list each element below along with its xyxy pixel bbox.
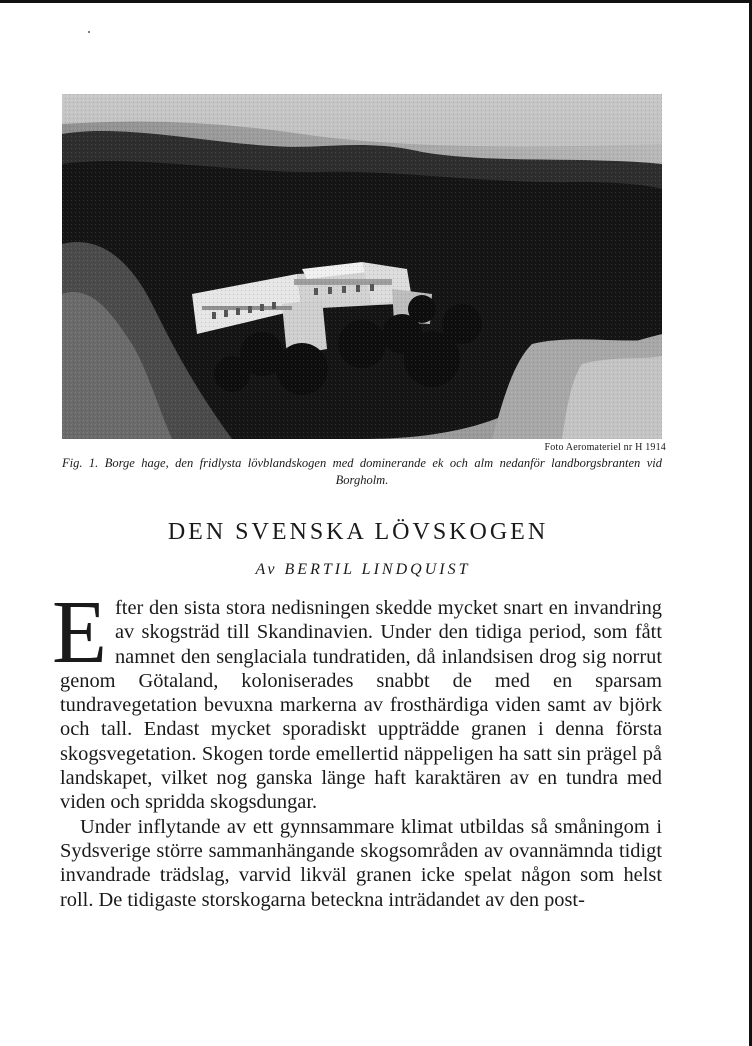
paragraph-1-text: fter den sista stora nedisningen skedde mycket snart en invandring av skogsträd till Skandinavien. Under den tidiga period, som fått namnet den senglaciala tundratiden, då inlandsisen drog sig norrut genom Götaland, koloniserades snabbt de med en sparsam tundravegetation bevuxna markerna av frosthärdiga viden samt av björk och tall. Endast mycket sporadiskt uppträdde granen i denna första skogsvegetation. Skogen torde emellertid näppeligen ha satt sin prägel på landskapet, vilket nog ganska länge haft karaktären av en tundra med viden och spridda skogsdungar. — [60, 597, 662, 814]
drop-cap: E — [52, 583, 107, 682]
print-speck — [88, 31, 90, 33]
paragraph-1 — [52, 583, 662, 815]
article-body — [52, 583, 662, 912]
photo-credit: Foto Aeromateriel nr H 1914 — [544, 442, 666, 453]
top-border — [0, 0, 752, 3]
figure-caption: Fig. 1. Borge hage, den fridlysta lövblandskogen med dominerande ek och alm nedanför landborgsbranten vid Borgholm. — [62, 456, 662, 487]
aerial-photograph — [62, 94, 662, 439]
paragraph-2: Under inflytande av ett gynnsammare klimat utbildas så småningom i Sydsverige större sammanhängande skogsområden av ovannämnda tidigt invandrade trädslag, varvid likväl granen icke spelat någon som helst roll. De tidigaste storskogarna beteckna inträdandet av den post- — [60, 815, 662, 911]
article-byline: Av BERTIL LINDQUIST — [255, 561, 471, 578]
article-title: DEN SVENSKA LÖVSKOGEN — [167, 519, 549, 545]
photo-illustration — [62, 94, 662, 439]
